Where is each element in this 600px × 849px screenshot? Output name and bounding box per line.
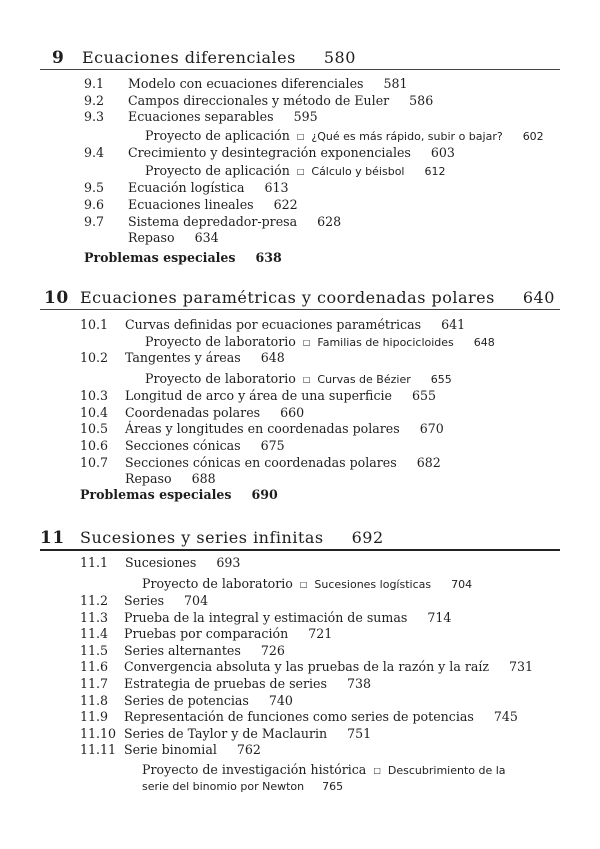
toc-entry — [0, 93, 600, 110]
section-page: 714 — [427, 609, 452, 625]
toc-entry — [0, 555, 600, 574]
section-page: 688 — [191, 471, 216, 487]
section-title: Prueba de la integral y estimación de sumas 714 — [124, 609, 452, 625]
section-page: 586 — [409, 92, 434, 108]
section-number: 9.7 — [84, 213, 105, 229]
toc-entry — [0, 197, 600, 214]
section-number: 11.9 — [80, 709, 109, 725]
section-number: 10.4 — [80, 404, 109, 420]
section-page: 613 — [264, 180, 289, 196]
toc-entry — [0, 742, 600, 759]
chapter-title: Ecuaciones paramétricas y coordenadas polares 640 — [80, 288, 555, 307]
section-title: Repaso 634 — [128, 230, 219, 246]
section-page: 738 — [346, 675, 372, 691]
special-problems: Problemas especiales 638 — [84, 250, 282, 265]
section-page: 740 — [268, 692, 293, 708]
chapter-heading — [0, 288, 600, 308]
project-title: Proyecto de aplicación □ ¿Qué es más rápido, subir o bajar? 602 — [145, 127, 544, 143]
section-page: 682 — [416, 454, 441, 470]
section-page: 693 — [216, 555, 241, 570]
section-number: 11.11 — [80, 742, 117, 758]
section-number: 10.7 — [80, 454, 109, 470]
square-bullet-icon: □ — [302, 375, 311, 385]
toc-entry — [0, 626, 600, 643]
toc-entry — [0, 405, 600, 422]
section-number: 9.4 — [84, 144, 105, 160]
section-page: 704 — [451, 578, 473, 591]
section-title: Sucesiones 693 — [125, 555, 241, 570]
section-number: 11.2 — [80, 593, 109, 608]
section-title: Series de potencias 740 — [124, 692, 293, 708]
section-number: 11.1 — [80, 555, 109, 570]
toc-entry — [0, 455, 600, 472]
section-title: Ecuación logística 613 — [128, 180, 289, 196]
section-title: Coordenadas polares 660 — [125, 404, 305, 420]
section-page: 648 — [260, 350, 285, 366]
section-number: 9.2 — [84, 92, 105, 108]
toc-entry — [0, 438, 600, 455]
section-title: Serie binomial 762 — [124, 742, 261, 758]
section-page: 595 — [293, 109, 318, 125]
section-title: Series 704 — [124, 593, 209, 608]
section-number: 11.6 — [80, 659, 109, 675]
section-page: 655 — [430, 373, 452, 387]
toc-entry — [0, 659, 600, 676]
section-title: Repaso 688 — [125, 471, 216, 487]
special-page: 638 — [255, 250, 282, 265]
section-number: 11.4 — [80, 626, 109, 642]
section-page: 745 — [493, 709, 518, 725]
section-page: 602 — [522, 129, 544, 143]
project-title: Proyecto de investigación histórica □ Descubrimiento de la — [142, 761, 506, 777]
project-title: Proyecto de laboratorio □ Familias de hipocicloides 648 — [145, 333, 495, 349]
section-number: 11.7 — [80, 675, 109, 691]
section-title: Secciones cónicas 675 — [125, 437, 285, 453]
chapter-11 — [0, 528, 600, 797]
chapter-title: Sucesiones y series infinitas 692 — [80, 528, 384, 547]
section-title: Tangentes y áreas 648 — [125, 350, 285, 366]
section-page: 628 — [317, 213, 342, 229]
chapter-rule — [40, 69, 560, 70]
section-number: 10.1 — [80, 317, 109, 332]
section-title: Pruebas por comparación 721 — [124, 626, 333, 642]
section-title: Ecuaciones separables 595 — [128, 109, 318, 125]
section-title: Campos direccionales y método de Euler 586 — [128, 92, 434, 108]
chapter-rule — [40, 309, 560, 310]
section-list — [0, 555, 600, 797]
section-title: Modelo con ecuaciones diferenciales 581 — [128, 76, 408, 91]
project-title: Proyecto de laboratorio □ Curvas de Bézier 655 — [145, 371, 452, 387]
section-title: Series de Taylor y de Maclaurin 751 — [124, 725, 372, 741]
section-title: Ecuaciones lineales 622 — [128, 196, 298, 212]
section-page: 721 — [308, 626, 333, 642]
square-bullet-icon: □ — [299, 580, 308, 589]
project-title: Proyecto de laboratorio □ Sucesiones logísticas 704 — [142, 576, 473, 591]
section-number: 11.8 — [80, 692, 109, 708]
section-number: 9.6 — [84, 196, 105, 212]
section-number: 10.5 — [80, 421, 109, 437]
section-number: 9.5 — [84, 180, 105, 196]
section-number: 9.1 — [84, 76, 105, 91]
chapter-heading — [0, 48, 600, 68]
section-page: 622 — [273, 196, 298, 212]
toc-entry — [0, 76, 600, 93]
section-page: 726 — [260, 642, 285, 658]
project-title-continued: serie del binomio por Newton 765 — [142, 779, 344, 793]
toc-entry — [0, 350, 600, 369]
project-title: Proyecto de aplicación □ Cálculo y béisbol 612 — [145, 163, 446, 179]
chapter-number: 11 — [40, 528, 65, 548]
project-entry — [0, 574, 600, 593]
square-bullet-icon: □ — [302, 337, 311, 347]
section-number: 11.5 — [80, 642, 109, 658]
toc-entry — [0, 643, 600, 660]
section-number: 11.3 — [80, 609, 109, 625]
toc-entry — [0, 180, 600, 197]
toc-entry — [0, 388, 600, 405]
project-entry — [0, 334, 600, 351]
toc-entry — [0, 317, 600, 334]
section-number: 11.10 — [80, 725, 117, 741]
special-page: 690 — [251, 487, 278, 502]
section-page: 612 — [424, 165, 446, 179]
section-page: 655 — [411, 388, 437, 404]
project-entry — [0, 759, 600, 797]
chapter-number: 9 — [52, 48, 65, 68]
toc-entry — [0, 709, 600, 726]
section-page: 704 — [184, 593, 209, 608]
section-number: 10.2 — [80, 350, 109, 366]
section-title: Curvas definidas por ecuaciones paramétricas 641 — [125, 317, 466, 332]
section-page: 603 — [430, 144, 455, 160]
chapter-10 — [0, 288, 600, 502]
project-entry — [0, 161, 600, 180]
section-title: Representación de funciones como series de potencias 745 — [124, 709, 518, 725]
section-number: 10.3 — [80, 388, 109, 404]
toc-entry — [0, 676, 600, 693]
section-page: 765 — [322, 779, 344, 793]
section-title: Longitud de arco y área de una superficie 655 — [125, 388, 437, 404]
chapter-rule — [40, 549, 560, 551]
section-number: 9.3 — [84, 109, 105, 125]
section-title: Estrategia de pruebas de series 738 — [124, 675, 372, 691]
toc-entry — [0, 610, 600, 627]
chapter-page: 580 — [323, 48, 356, 67]
section-list — [0, 76, 600, 247]
section-page: 675 — [260, 437, 285, 453]
chapter-9 — [0, 48, 600, 265]
toc-entry — [0, 109, 600, 126]
section-page: 660 — [280, 404, 305, 420]
chapter-page: 640 — [522, 288, 555, 307]
section-page: 634 — [194, 230, 219, 246]
section-page: 670 — [419, 421, 444, 437]
section-title: Áreas y longitudes en coordenadas polares 670 — [125, 421, 444, 437]
toc-entry — [0, 593, 600, 610]
square-bullet-icon: □ — [296, 131, 305, 141]
square-bullet-icon: □ — [373, 765, 381, 775]
section-page: 648 — [473, 335, 495, 349]
special-problems: Problemas especiales 690 — [80, 487, 278, 502]
toc-entry — [0, 693, 600, 710]
section-title: Crecimiento y desintegración exponenciales 603 — [128, 144, 455, 160]
review-entry — [0, 230, 600, 247]
section-number: 10.6 — [80, 437, 109, 453]
section-title: Convergencia absoluta y las pruebas de la razón y la raíz 731 — [124, 659, 534, 675]
toc-entry — [0, 145, 600, 162]
project-entry — [0, 369, 600, 388]
chapter-heading — [0, 528, 600, 548]
section-page: 581 — [383, 76, 408, 91]
chapter-page: 692 — [351, 528, 384, 547]
square-bullet-icon: □ — [296, 167, 305, 177]
section-title: Sistema depredador-presa 628 — [128, 213, 342, 229]
section-page: 731 — [509, 659, 534, 675]
project-entry — [0, 126, 600, 145]
section-page: 762 — [236, 742, 261, 758]
chapter-title: Ecuaciones diferenciales 580 — [82, 48, 356, 67]
toc-entry — [0, 726, 600, 743]
toc-entry — [0, 214, 600, 231]
chapter-number: 10 — [44, 288, 69, 308]
toc-entry — [0, 421, 600, 438]
section-list — [0, 317, 600, 488]
section-page: 641 — [441, 317, 466, 332]
section-title: Series alternantes 726 — [124, 642, 285, 658]
section-title: Secciones cónicas en coordenadas polares 682 — [125, 454, 441, 470]
section-page: 751 — [347, 725, 372, 741]
review-entry — [0, 471, 600, 488]
